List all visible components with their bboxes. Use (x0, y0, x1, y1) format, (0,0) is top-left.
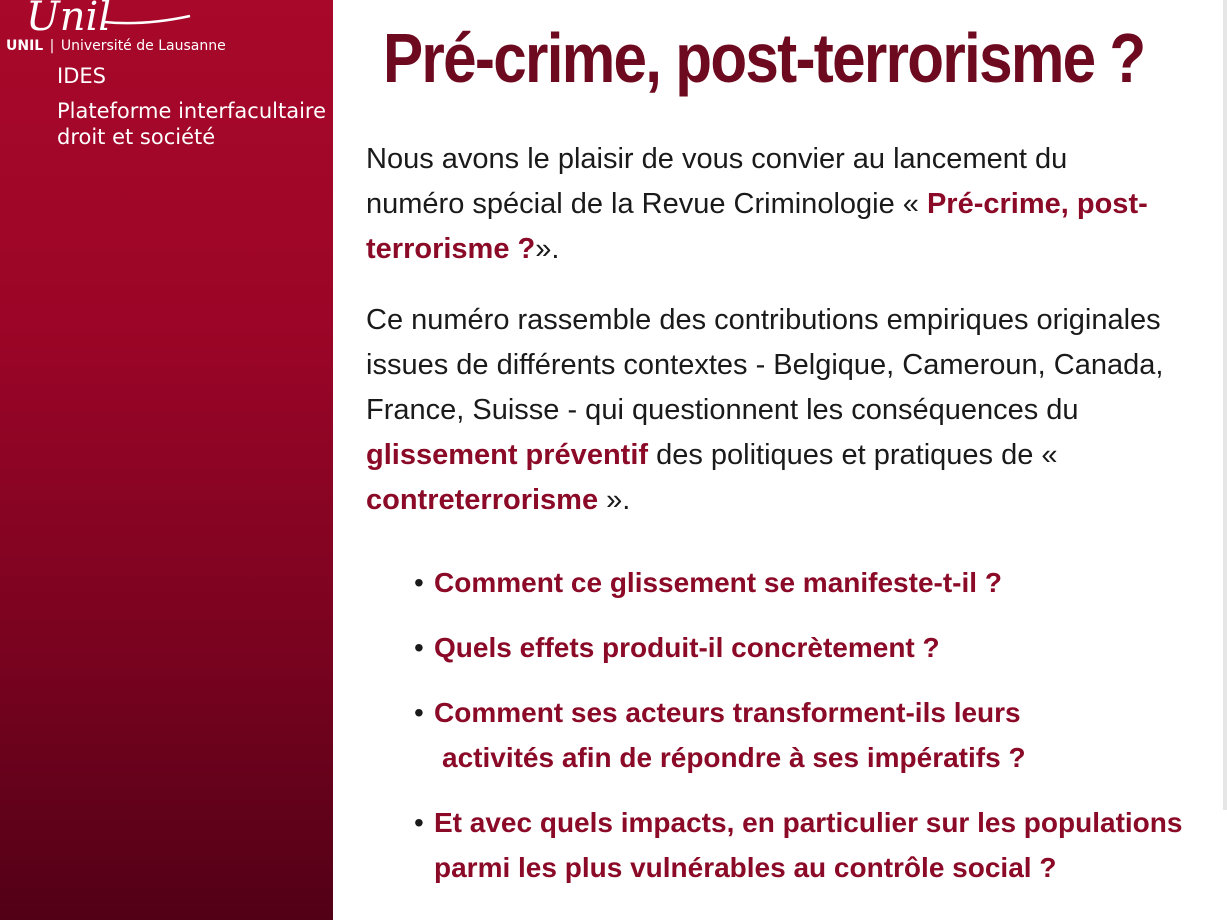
description-paragraph (366, 298, 1166, 523)
list-item-text: Comment ce glissement se manifeste-t-il ? (434, 567, 1002, 598)
list-item-text: Et avec quels impacts, en particulier sur les populations parmi les plus vulnérables au contrôle social ? (434, 807, 1183, 883)
platform-line-2: droit et société (57, 125, 216, 149)
university-abbr: UNIL (6, 38, 44, 54)
svg-text:Unil: Unil (26, 0, 112, 36)
bullet-icon: • (414, 807, 424, 838)
desc-highlight-1: glissement préventif (366, 439, 649, 471)
desc-highlight-2: contreterrorisme (366, 484, 599, 516)
bullet-icon: • (414, 697, 424, 728)
desc-text-1: Ce numéro rassemble des contributions empiriques originales issues de différents contextes - Belgique, Cameroun, Canada, France, Suisse - qui questionnent les conséquences du (366, 304, 1164, 426)
desc-text-3: ». (598, 484, 631, 516)
university-name (6, 38, 226, 54)
list-item (414, 800, 1214, 890)
intro-paragraph (366, 137, 1166, 272)
university-full-name: Université de Lausanne (60, 38, 226, 54)
platform-line-1: Plateforme interfacultaire (57, 99, 326, 123)
intro-text-2: ». (535, 233, 560, 265)
page-title: Pré-crime, post-terrorisme ? (383, 19, 1145, 97)
bullet-icon: • (414, 632, 424, 663)
intro-text-1: Nous avons le plaisir de vous convier au lancement du numéro spécial de la Revue Criminologie « (366, 143, 1068, 220)
list-item-text: Quels effets produit-il concrètement ? (434, 632, 940, 663)
platform-name (57, 98, 337, 150)
intro-highlight: Pré-crime, post-terrorisme ? (366, 188, 1148, 265)
question-list (414, 560, 1214, 910)
unil-logo (4, 0, 194, 36)
unit-name: IDES (57, 64, 106, 88)
scrollbar-track[interactable] (1223, 0, 1227, 810)
list-item-text-line2: activités afin de répondre à ses impératifs ? (442, 742, 1026, 773)
list-item (414, 690, 1214, 780)
list-item (414, 560, 1214, 605)
bullet-icon: • (414, 567, 424, 598)
university-separator: | (49, 38, 55, 54)
list-item-text-line1: Comment ses acteurs transforment-ils leurs (434, 697, 1021, 728)
sidebar-panel (0, 0, 333, 920)
desc-text-2: des politiques et pratiques de « (648, 439, 1058, 471)
list-item (414, 625, 1214, 670)
